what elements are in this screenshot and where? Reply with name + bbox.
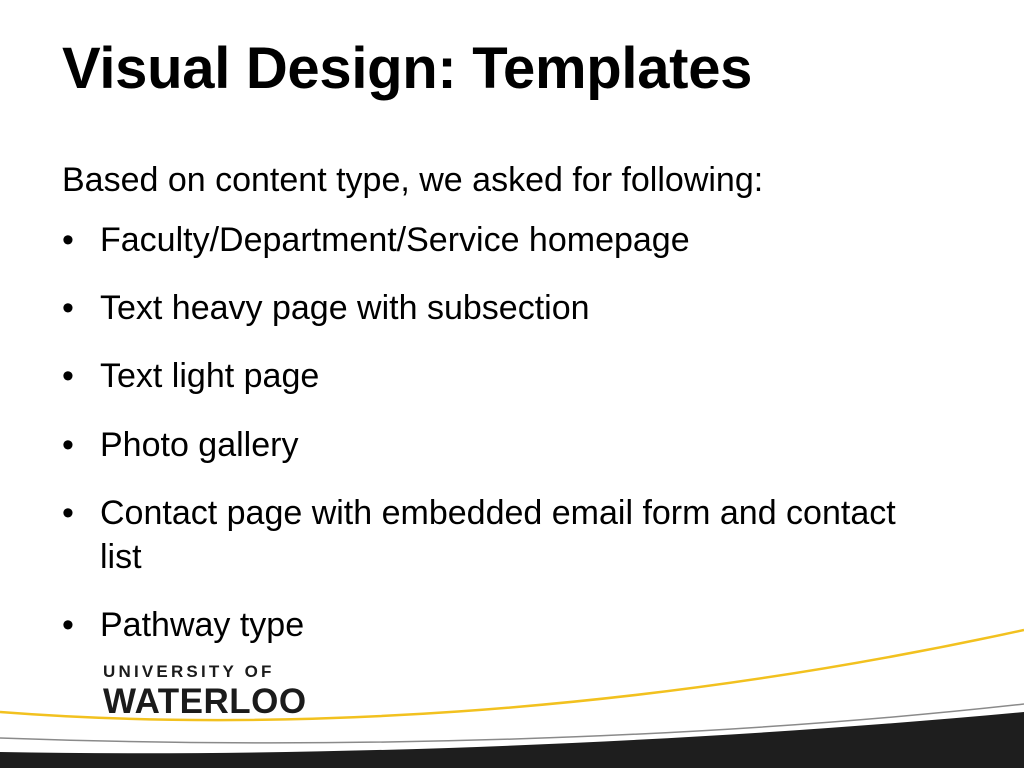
intro-text: Based on content type, we asked for following: bbox=[62, 161, 764, 199]
list-item bbox=[62, 354, 940, 398]
university-logo bbox=[103, 662, 343, 721]
list-item-text: Photo gallery bbox=[100, 425, 299, 464]
logo-line-university-of: UNIVERSITY OF bbox=[103, 662, 275, 681]
list-item-text: Pathway type bbox=[100, 606, 305, 645]
list-item-text: Text light page bbox=[100, 357, 320, 396]
bullet-dot: • bbox=[62, 425, 74, 464]
list-item bbox=[62, 286, 940, 330]
slide-body bbox=[62, 160, 962, 671]
list-item bbox=[62, 491, 940, 579]
list-item-text: Contact page with embedded email form and contact list bbox=[100, 493, 896, 577]
bullet-dot: • bbox=[62, 289, 74, 328]
bullet-list bbox=[62, 218, 962, 647]
slide-title: Visual Design: Templates bbox=[62, 36, 753, 101]
bullet-dot: • bbox=[62, 221, 74, 260]
list-item bbox=[62, 423, 940, 467]
logo-line-waterloo: WATERLOO bbox=[103, 682, 307, 721]
bullet-dot: • bbox=[62, 493, 74, 532]
bullet-dot: • bbox=[62, 357, 74, 396]
bullet-dot: • bbox=[62, 606, 74, 645]
list-item bbox=[62, 218, 940, 262]
list-item-text: Faculty/Department/Service homepage bbox=[100, 221, 690, 260]
list-item-text: Text heavy page with subsection bbox=[100, 289, 590, 328]
